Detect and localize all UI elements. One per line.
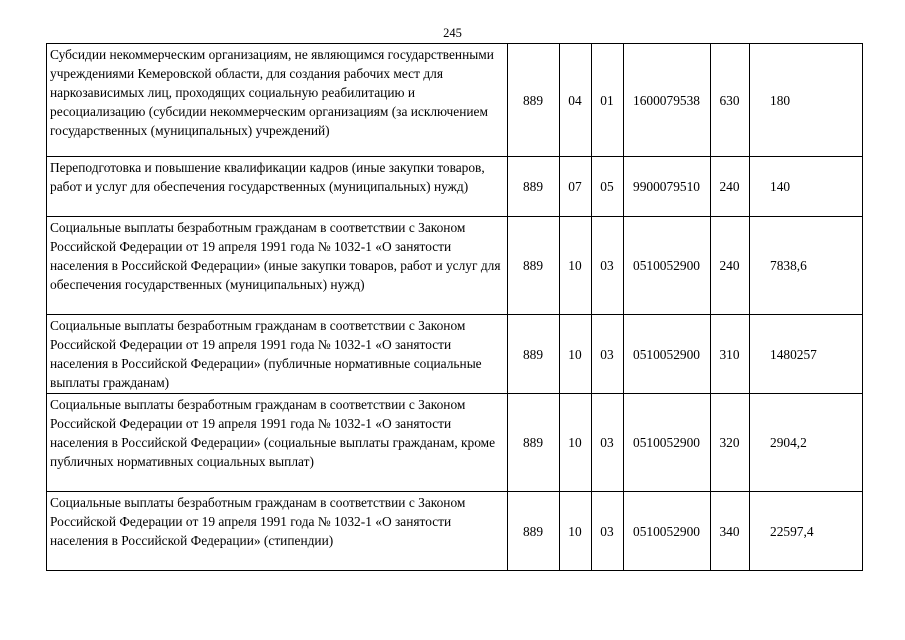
expense-type-cell: 630 xyxy=(711,44,750,157)
amount-cell: 140 xyxy=(750,157,863,217)
page-number: 245 xyxy=(443,26,462,40)
table-row xyxy=(47,157,863,217)
section-code-cell: 10 xyxy=(560,217,592,315)
target-article-cell: 0510052900 xyxy=(624,315,711,394)
subsection-code-cell: 03 xyxy=(592,492,624,571)
table-row xyxy=(47,217,863,315)
expense-type-cell: 310 xyxy=(711,315,750,394)
amount-cell: 7838,6 xyxy=(750,217,863,315)
budget-table xyxy=(46,43,863,571)
ministry-code-cell: 889 xyxy=(508,492,560,571)
amount-cell: 1480257 xyxy=(750,315,863,394)
target-article-cell: 0510052900 xyxy=(624,492,711,571)
target-article-cell: 9900079510 xyxy=(624,157,711,217)
expense-name-cell: Субсидии некоммерческим организациям, не являющимся государственными учреждениями Кемеровской области, для создания рабочих мест для наркозависимых лиц, проходящих социальную реабилитацию и ресоциализацию (субсидии некоммерческим организациям (за исключением государственных (муниципальных) учреждений) xyxy=(47,44,508,157)
expense-name-cell: Социальные выплаты безработным гражданам в соответствии с Законом Российской Федерации от 19 апреля 1991 года № 1032-1 «О занятости населения в Российской Федерации» (публичные нормативные социальные выплаты гражданам) xyxy=(47,315,508,394)
section-code-cell: 10 xyxy=(560,315,592,394)
target-article-cell: 0510052900 xyxy=(624,394,711,492)
table-row xyxy=(47,44,863,157)
subsection-code-cell: 03 xyxy=(592,394,624,492)
target-article-cell: 0510052900 xyxy=(624,217,711,315)
expense-type-cell: 240 xyxy=(711,157,750,217)
amount-cell: 180 xyxy=(750,44,863,157)
expense-name-cell: Социальные выплаты безработным гражданам в соответствии с Законом Российской Федерации от 19 апреля 1991 года № 1032-1 «О занятости населения в Российской Федерации» (социальные выплаты гражданам, кроме публичных нормативных социальных выплат) xyxy=(47,394,508,492)
ministry-code-cell: 889 xyxy=(508,315,560,394)
expense-type-cell: 240 xyxy=(711,217,750,315)
subsection-code-cell: 03 xyxy=(592,217,624,315)
subsection-code-cell: 03 xyxy=(592,315,624,394)
subsection-code-cell: 05 xyxy=(592,157,624,217)
target-article-cell: 1600079538 xyxy=(624,44,711,157)
expense-name-cell: Переподготовка и повышение квалификации кадров (иные закупки товаров, работ и услуг для обеспечения государственных (муниципальных) нужд) xyxy=(47,157,508,217)
table-row xyxy=(47,492,863,571)
expense-type-cell: 340 xyxy=(711,492,750,571)
section-code-cell: 07 xyxy=(560,157,592,217)
section-code-cell: 10 xyxy=(560,394,592,492)
ministry-code-cell: 889 xyxy=(508,157,560,217)
expense-type-cell: 320 xyxy=(711,394,750,492)
section-code-cell: 10 xyxy=(560,492,592,571)
expense-name-cell: Социальные выплаты безработным гражданам в соответствии с Законом Российской Федерации от 19 апреля 1991 года № 1032-1 «О занятости населения в Российской Федерации» (стипендии) xyxy=(47,492,508,571)
expense-name-cell: Социальные выплаты безработным гражданам в соответствии с Законом Российской Федерации от 19 апреля 1991 года № 1032-1 «О занятости населения в Российской Федерации» (иные закупки товаров, работ и услуг для обеспечения государственных (муниципальных) нужд) xyxy=(47,217,508,315)
section-code-cell: 04 xyxy=(560,44,592,157)
subsection-code-cell: 01 xyxy=(592,44,624,157)
table-row xyxy=(47,315,863,394)
amount-cell: 22597,4 xyxy=(750,492,863,571)
ministry-code-cell: 889 xyxy=(508,394,560,492)
ministry-code-cell: 889 xyxy=(508,217,560,315)
ministry-code-cell: 889 xyxy=(508,44,560,157)
amount-cell: 2904,2 xyxy=(750,394,863,492)
table-row xyxy=(47,394,863,492)
